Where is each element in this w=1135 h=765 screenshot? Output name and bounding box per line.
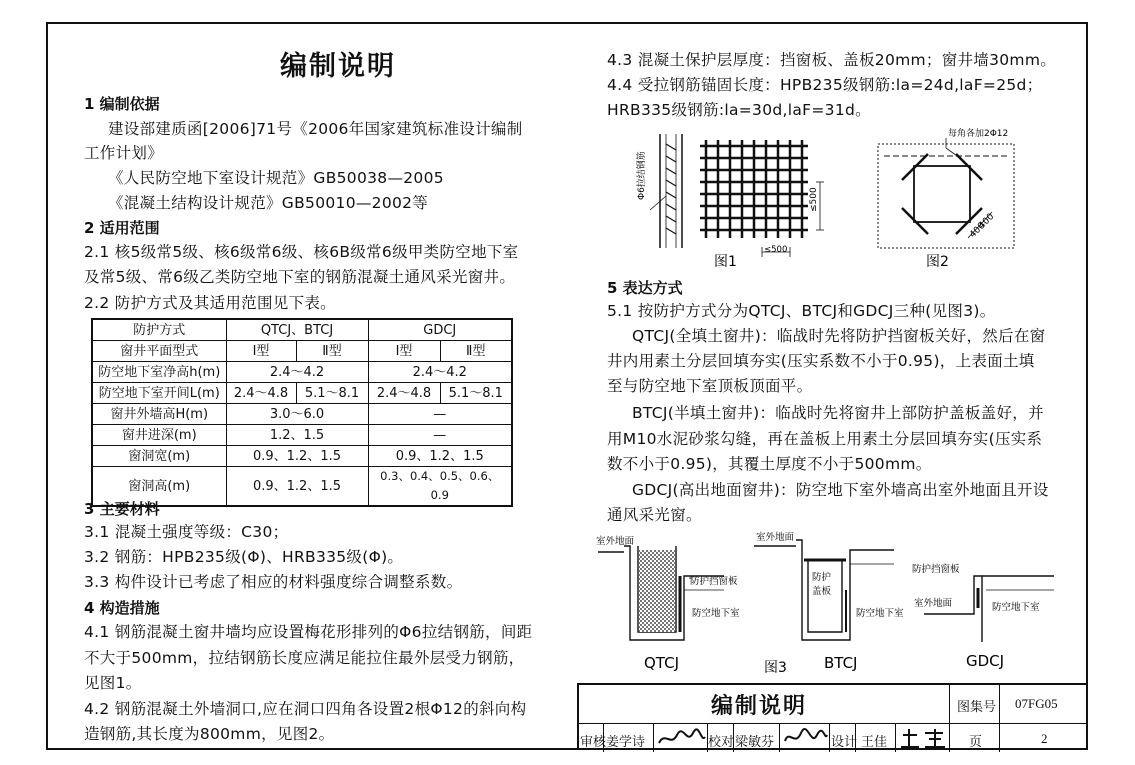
- board-label-3: 防护挡窗板: [912, 564, 960, 575]
- detail-4-2b: 造钢筋,其长度为800mm，见图2。: [84, 725, 335, 743]
- detail-4-4a: 4.4 受拉钢筋锚固长度：HPB235级钢筋:la=24d,laF=25d；: [607, 76, 1043, 94]
- table-cell: 窗井进深(m): [92, 425, 226, 446]
- table-cell: 5.1～8.1: [296, 383, 368, 404]
- tb-reviewer: 姜学诗: [606, 735, 646, 750]
- expr-gdcj-b: 通风采光窗。: [607, 506, 702, 524]
- tb-divider: [829, 723, 830, 752]
- fig3-label: 图3: [764, 660, 787, 676]
- table-cell: 0.3、0.4、0.5、0.6、0.9: [368, 467, 512, 507]
- detail-4-1c: 见图1。: [84, 674, 142, 692]
- table-cell: 2.4～4.2: [368, 362, 512, 383]
- cover-label-1: 防护: [812, 572, 832, 583]
- checker-signature: [781, 725, 829, 751]
- reviewer-signature: [655, 725, 707, 751]
- tb-divider: [999, 685, 1000, 752]
- material-3-1: 3.1 混凝土强度等级：C30；: [84, 523, 289, 541]
- tb-divider: [779, 723, 780, 752]
- tb-page-number: 2: [1041, 731, 1048, 746]
- section-5-heading: 5 表达方式: [607, 279, 683, 297]
- qtcj-label: QTCJ: [644, 654, 679, 672]
- table-cell: —: [368, 425, 512, 446]
- scope-2-1a: 2.1 核5级常5级、核6级常6级、核6B级常6级甲类防空地下室: [84, 243, 519, 261]
- table-cell: 3.0～6.0: [226, 404, 368, 425]
- detail-4-1a: 4.1 钢筋混凝土窗井墙均应设置梅花形排列的Φ6拉结钢筋，间距: [84, 623, 533, 641]
- table-row: [92, 425, 512, 446]
- expr-5-1: 5.1 按防护方式分为QTCJ、BTCJ和GDCJ三种(见图3)。: [607, 302, 996, 320]
- tb-design-label: 设计: [831, 735, 858, 750]
- table-row: [92, 383, 512, 404]
- figures-1-2: [630, 126, 1050, 272]
- fig2-label: 图2: [926, 254, 949, 270]
- expr-btcj-a: BTCJ(半填土窗井)：临战时先将窗井上部防护盖板盖好，并: [632, 404, 1044, 422]
- table-cell: Ⅱ型: [296, 341, 368, 362]
- dim-horizontal: ≤500: [764, 245, 788, 255]
- ground-label-1: 室外地面: [596, 536, 635, 547]
- table-row: [92, 446, 512, 467]
- fig1-mesh: [700, 140, 808, 238]
- rebar-label: Φ6拉结钢筋: [637, 151, 647, 200]
- detail-4-2a: 4.2 钢筋混凝土外墙洞口,应在洞口四角各设置2根Φ12的斜向构: [84, 700, 527, 718]
- tb-divider: [653, 723, 654, 752]
- section-3-heading: 3 主要材料: [84, 500, 160, 518]
- ground-label-3: 室外地面: [914, 598, 953, 609]
- figure-3: [594, 530, 1064, 678]
- table-cell: Ⅰ型: [226, 341, 296, 362]
- expr-qtcj-c: 至与防空地下室顶板顶面平。: [607, 377, 813, 395]
- fig1-wall-section: [650, 134, 682, 248]
- tb-divider: [579, 723, 1088, 724]
- material-3-3: 3.3 构件设计已考虑了相应的材料强度综合调整系数。: [84, 573, 463, 591]
- fig1-label: 图1: [714, 254, 737, 270]
- table-row: [92, 319, 512, 341]
- ground-label-2: 室外地面: [756, 532, 795, 543]
- detail-4-1b: 不大于500mm，拉结钢筋长度应满足能拉住最外层受力钢筋，: [84, 649, 525, 667]
- table-cell: 防空地下室净高h(m): [92, 362, 226, 383]
- expr-qtcj-a: QTCJ(全填土窗井)：临战时先将防护挡窗板关好，然后在窗: [632, 327, 1046, 345]
- dim-vertical: ≤500: [809, 187, 819, 212]
- table-cell: 窗洞高(m): [92, 467, 226, 507]
- table-cell: 2.4～4.8: [368, 383, 440, 404]
- basis-line-2: 工作计划》: [84, 144, 164, 162]
- scope-2-2: 2.2 防护方式及其适用范围见下表。: [84, 294, 336, 312]
- title-block: [577, 683, 1088, 750]
- basis-line-1: 建设部建质函[2006]71号《2006年国家建筑标准设计编制: [108, 120, 523, 138]
- table-cell: 防空地下室开间L(m): [92, 383, 226, 404]
- table-cell: —: [368, 404, 512, 425]
- table-cell: 0.9、1.2、1.5: [368, 446, 512, 467]
- expr-qtcj-b: 井内用素土分层回填夯实(压实系数不小于0.95)，上表面土填: [607, 352, 1035, 370]
- basis-line-3: 《人民防空地下室设计规范》GB50038—2005: [108, 169, 444, 187]
- material-3-2: 3.2 钢筋：HPB235级(Φ)、HRB335级(Φ)。: [84, 548, 404, 566]
- table-cell: 窗洞宽(m): [92, 446, 226, 467]
- tb-divider: [949, 685, 950, 752]
- dim-400a: 400: [968, 220, 988, 241]
- designer-signature: [897, 725, 949, 751]
- table-cell: 窗井外墙高H(m): [92, 404, 226, 425]
- table-header-cell: QTCJ、BTCJ: [226, 319, 368, 341]
- tb-atlas-label: 图集号: [957, 700, 997, 715]
- basement-label-1: 防空地下室: [692, 608, 740, 619]
- section-1-heading: 1 编制依据: [84, 95, 160, 113]
- table-cell: 2.4～4.8: [226, 383, 296, 404]
- fig2-opening: [878, 138, 1014, 248]
- tb-page-label: 页: [969, 735, 983, 750]
- expr-btcj-c: 数不小于0.95)，其覆土厚度不小于500mm。: [607, 455, 932, 473]
- table-cell: 窗井平面型式: [92, 341, 226, 362]
- table-header-cell: GDCJ: [368, 319, 512, 341]
- detail-4-4b: HRB335级钢筋:la=30d,laF=31d。: [607, 101, 871, 119]
- tb-check-label: 校对: [708, 735, 735, 750]
- dim-400b: 400: [977, 211, 997, 232]
- table-cell: 0.9、1.2、1.5: [226, 467, 368, 507]
- table-cell: 0.9、1.2、1.5: [226, 446, 368, 467]
- tb-title: 编制说明: [711, 694, 808, 719]
- table-cell: Ⅰ型: [368, 341, 440, 362]
- table-cell: 5.1～8.1: [440, 383, 512, 404]
- table-row: [92, 341, 512, 362]
- table-cell: 1.2、1.5: [226, 425, 368, 446]
- tb-designer: 王佳: [861, 735, 888, 750]
- expr-btcj-b: 用M10水泥砂浆勾缝，再在盖板上用素土分层回填夯实(压实系: [607, 430, 1043, 448]
- basement-label-2: 防空地下室: [856, 608, 904, 619]
- table-row: [92, 404, 512, 425]
- expr-gdcj-a: GDCJ(高出地面窗井)：防空地下室外墙高出室外地面且开设: [632, 481, 1049, 499]
- gdcj-label: GDCJ: [966, 652, 1005, 670]
- table-row: [92, 362, 512, 383]
- table-cell: 2.4～4.2: [226, 362, 368, 383]
- tb-checker: 梁敏芬: [735, 735, 775, 750]
- detail-4-3: 4.3 混凝土保护层厚度：挡窗板、盖板20mm；窗井墙30mm。: [607, 51, 1057, 69]
- cover-label-2: 盖板: [812, 586, 832, 597]
- corner-note: 每角各加2Φ12: [948, 129, 1009, 139]
- scope-2-1b: 及常5级、常6级乙类防空地下室的钢筋混凝土通风采光窗井。: [84, 268, 516, 286]
- basement-label-3: 防空地下室: [992, 602, 1040, 613]
- board-label-1: 防护挡窗板: [690, 576, 738, 587]
- btcj-label: BTCJ: [824, 654, 858, 672]
- section-4-heading: 4 构造措施: [84, 599, 160, 617]
- tb-divider: [895, 723, 896, 752]
- page-title: 编制说明: [280, 51, 396, 82]
- protection-table: [91, 318, 513, 507]
- table-header-cell: 防护方式: [92, 319, 226, 341]
- tb-atlas-number: 07FG05: [1015, 696, 1058, 711]
- section-2-heading: 2 适用范围: [84, 219, 160, 237]
- table-cell: Ⅱ型: [440, 341, 512, 362]
- basis-line-4: 《混凝土结构设计规范》GB50010—2002等: [108, 194, 429, 212]
- qtcj-section: [598, 546, 724, 640]
- tb-review-label: 审核: [580, 735, 607, 750]
